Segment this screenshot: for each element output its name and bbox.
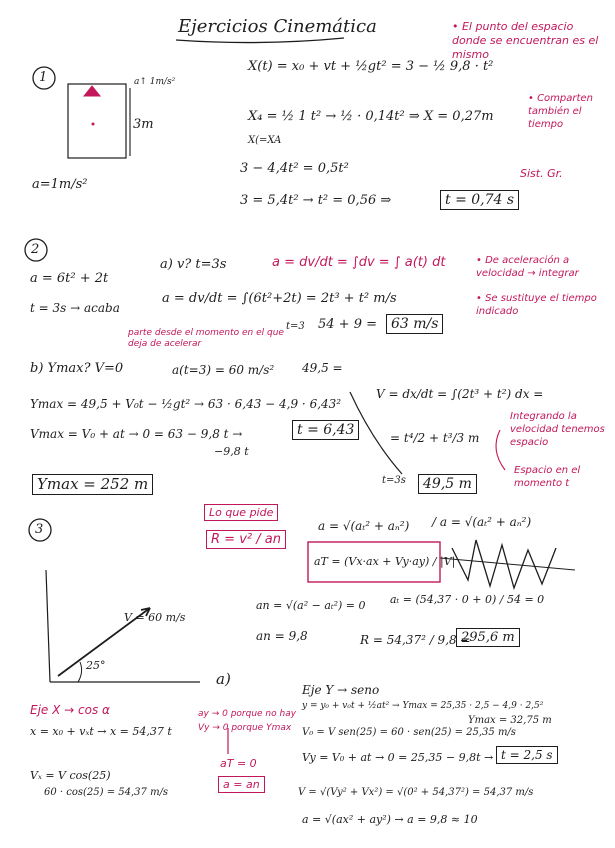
ex1-note-3: Sist. Gr. [520,167,563,180]
ex1-note-1: • El punto del espacio donde se encuentran es el mismo [452,20,599,61]
ex1-number: 1 [39,70,48,85]
ex2-note-3: Integrando la velocidad tenemos espacio [510,411,605,448]
ex3-eq4: aₜ = (54,37 · 0 + 0) / 54 = 0 [390,593,545,606]
object-dot [92,123,95,126]
ex2-eq-b1: a(t=3) = 60 m/s² [172,363,275,377]
diagram-angle-label: 25° [86,659,106,672]
ex2-eq-b8: t=3s [382,475,406,486]
ex2-number: 2 [31,242,40,257]
ex3-red-vy: Vy → 0 porque Ymax [198,723,292,733]
ex1-height-label: 3m [133,117,154,132]
ex2-note-4: Espacio en el momento t [514,465,581,489]
ex1-eq1: X(t) = x₀ + vt + ½gt² = 3 − ½ 9,8 · t² [248,59,494,74]
ex3-eq6: an = 9,8 [256,629,308,643]
ex3-eje-x: Eje X → cos α [30,703,110,717]
angle-arc [78,662,82,682]
ex3-eq2: / a = √(aₜ² + aₙ²) [432,515,532,529]
ex2-eq-b5: −9,8 t [214,445,249,458]
ex3-red-at: aT = 0 [220,757,257,770]
ex3-part-a: a) [216,670,231,688]
ex3-red-formula: R = v² / an [206,530,286,549]
ex2-note-1: • De aceleración a velocidad → integrar [476,255,579,279]
ex2-eq-a: a = dv/dt = ∫(6t²+2t) = 2t³ + t² m/s [162,291,397,306]
ex3-eje-y-6: a = √(ax² + ay²) → a = 9,8 ≈ 10 [302,813,478,826]
ex3-eje-y-2: Ymax = 32,75 m [468,715,552,726]
ex3-eje-y-5: V = √(Vy² + Vx²) = √(0² + 54,37²) = 54,37 m/s [298,787,534,798]
ex3-eje-x-2: Vₓ = V cos(25) [30,769,111,782]
ex2-eq-a2: t=3 [286,321,305,332]
ex1-eq2: X₄ = ½ 1 t² → ½ · 0,14t² ⇒ X = 0,27m [248,109,494,124]
red-connector [496,430,505,470]
ex1-note-2: • Comparten también el tiempo [528,93,593,130]
ex2-eq-b3: Ymax = 49,5 + V₀t − ½gt² → 63 · 6,43 − 4,9 · 6,43² [30,397,342,411]
ex3-eq7: R = 54,37² / 9,8 = [360,633,471,647]
ex3-eje-y: Eje Y → seno [302,683,380,697]
lamp-shape [84,86,100,96]
ex3-eje-y-1: y = y₀ + v₀t + ½at² → Ymax = 25,35 · 2,5 − 4,9 · 2,5² [302,701,544,711]
ex2-eq-b4: Vmax = V₀ + at → 0 = 63 − 9,8 t → [30,427,243,441]
ex1-accel-label: a↑ 1m/s² [134,77,176,87]
ex1-eq4: 3 − 4,4t² = 0,5t² [240,161,349,176]
ex2-eq-b6: V = dx/dt = ∫(2t³ + t²) dx = [376,387,544,401]
ex1-a-value: a=1m/s² [32,177,88,192]
ex2-a-def: a = 6t² + 2t [30,271,109,286]
ex2-question-b: b) Ymax? V=0 [30,361,124,376]
ex2-answer-a: 63 m/s [386,314,443,334]
ex1-answer: t = 0,74 s [440,190,519,210]
ex3-eq1: a = √(aₜ² + aₙ²) [318,519,410,533]
ex3-eje-y-4: Vy = V₀ + at → 0 = 25,35 − 9,8t → [302,751,494,764]
ex3-eq5: an = √(a² − aₜ²) = 0 [256,599,366,612]
ex3-eje-y-3: V₀ = V sen(25) = 60 · sen(25) = 25,35 m/s [302,727,516,738]
y-axis-line [46,570,50,682]
ex3-red-label: Lo que pide [204,504,278,521]
ex2-red-eq: a = dv/dt = ∫dv = ∫ a(t) dt [272,255,446,270]
diagram-velocity-label: V = 60 m/s [124,611,186,624]
ex3-eje-x-1: x = x₀ + vₓt → x = 54,37 t [30,725,172,738]
ex2-answer-b2: Ymax = 252 m [32,474,153,495]
ex3-red-ay: ay → 0 porque no hay [198,709,297,719]
ex2-answer-b3: 49,5 m [418,474,477,494]
ex3-eq3: aT = (Vx·ax + Vy·ay) / |V| [314,555,456,568]
ex3-number: 3 [35,522,44,537]
ex2-question-a: a) v? t=3s [160,257,227,272]
ex3-answer-r: 295,6 m [456,628,520,647]
ex1-eq5: 3 = 5,4t² → t² = 0,56 ⇒ [240,193,392,208]
ex2-eq-b2: 49,5 = [302,361,343,375]
ex2-eq-a3: 54 + 9 = [318,317,377,332]
page-title: Ejercicios Cinemática [178,16,377,37]
ex3-eje-x-3: 60 · cos(25) = 54,37 m/s [44,787,169,798]
ex2-answer-b1: t = 6,43 [292,420,359,440]
ex2-t-def: t = 3s → acaba [30,301,120,315]
ex2-red-b: parte desde el momento en el que deja de acelerar [128,328,284,350]
ex3-red-answer: a = an [218,776,265,793]
ex1-eq3: X(=XA [248,135,282,146]
ex2-note-2: • Se sustituye el tiempo indicado [476,293,597,317]
ex3-answer-t: t = 2,5 s [496,746,558,764]
title-underline [176,38,344,43]
ex2-eq-b7: = t⁴/2 + t³/3 m [390,431,480,445]
